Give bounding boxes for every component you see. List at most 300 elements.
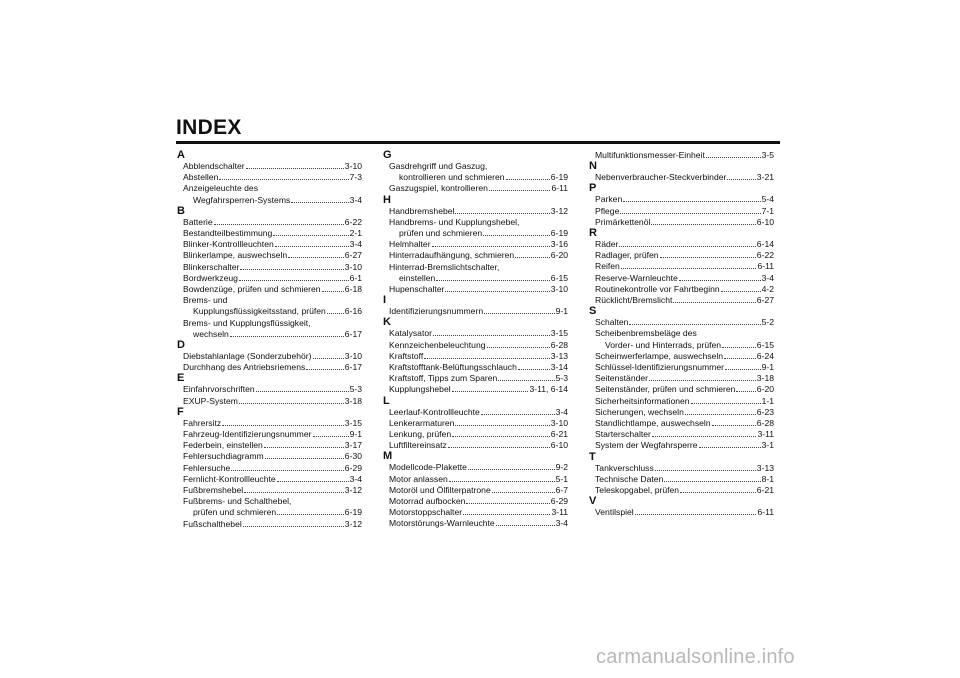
index-entry — [177, 451, 362, 462]
entry-text: Sicherungen, wechseln — [595, 406, 684, 417]
dot-leader — [664, 474, 760, 482]
dot-leader — [455, 206, 549, 214]
dot-leader — [288, 250, 344, 258]
entry-text: Pflege — [595, 205, 620, 216]
page-reference: 6-17 — [344, 362, 362, 373]
entry-text: Kraftstofftank-Belüftungsschlauch — [389, 362, 517, 373]
page-reference: 3-10 — [344, 161, 362, 171]
entry-text: Modellcode-Plakette — [389, 462, 467, 473]
page-reference: 3-13 — [756, 462, 774, 473]
entry-text: prüfen und schmieren — [399, 228, 483, 239]
dot-leader — [722, 340, 756, 348]
index-entry — [589, 250, 774, 261]
section-letter: F — [177, 405, 184, 418]
index-entry — [383, 351, 568, 362]
page-reference: 9-1 — [349, 429, 362, 440]
page-reference: 3-21 — [756, 172, 774, 183]
index-entry — [177, 396, 362, 407]
entry-text: Fahrersitz — [183, 417, 222, 428]
page-reference: 3-11 — [757, 429, 774, 440]
page-reference: 3-12 — [344, 485, 362, 496]
entry-text: Gasdrehgriff und Gaszug, — [389, 161, 488, 171]
index-entry — [589, 463, 774, 474]
dot-leader — [489, 183, 551, 191]
entry-text: Motoröl und Ölfilterpatrone — [389, 484, 491, 495]
dot-leader — [239, 273, 349, 281]
section-letter: S — [589, 305, 597, 318]
page-reference: 6-22 — [756, 250, 774, 261]
index-entry — [383, 485, 568, 496]
entry-text: Kupplungsflüssigkeitsstand, prüfen — [193, 306, 326, 317]
dot-leader — [463, 507, 550, 515]
dot-leader — [313, 429, 349, 437]
page-reference: 5-3 — [349, 384, 362, 395]
entry-text: Kupplungshebel — [389, 384, 451, 395]
page-reference: 6-19 — [550, 172, 568, 183]
entry-text: Fußbremshebel — [183, 485, 244, 496]
dot-leader — [727, 172, 755, 180]
index-entry — [589, 284, 774, 295]
page-reference: 6-22 — [344, 216, 362, 227]
section-letter: D — [177, 339, 185, 352]
entry-text: Fernlicht-Kontrollleuchte — [183, 473, 276, 484]
index-entry — [383, 362, 568, 373]
entry-text: Reifen — [595, 261, 620, 272]
index-entry — [177, 496, 362, 518]
dot-leader — [699, 440, 761, 448]
page-reference: 6-28 — [550, 339, 568, 350]
dot-leader — [246, 161, 344, 169]
entry-text: Motor anlassen — [389, 473, 448, 484]
index-entry — [177, 273, 362, 284]
entry-text: Kennzeichenbeleuchtung — [389, 339, 486, 350]
entry-text: Fußbrems- und Schalthebel, — [183, 496, 292, 507]
index-entry — [589, 351, 774, 362]
index-entry — [383, 496, 568, 507]
index-entry — [383, 418, 568, 429]
entry-text: Teleskopgabel, prüfen — [595, 485, 680, 496]
entry-text: Schlüssel-Identifizierungsnummer — [595, 362, 724, 373]
dot-leader — [265, 451, 344, 459]
page-reference: 7-3 — [349, 172, 362, 183]
page-reference: 3-10 — [344, 351, 362, 362]
section-letter: M — [383, 450, 393, 463]
dot-leader — [432, 239, 550, 247]
page-reference: 3-12 — [344, 518, 362, 529]
dot-leader — [483, 228, 550, 236]
page-reference: 6-11 — [757, 261, 774, 272]
entry-text: Fußschalthebel — [183, 518, 242, 529]
entry-text: Kraftstoff, Tipps zum Sparen — [389, 373, 498, 384]
dot-leader — [230, 329, 344, 337]
dot-leader — [243, 519, 344, 527]
page-reference: 2-1 — [349, 228, 362, 239]
dot-leader — [244, 485, 344, 493]
page-reference: 6-19 — [344, 507, 362, 518]
section-letter: A — [177, 149, 185, 161]
dot-leader — [691, 396, 761, 404]
page-reference: 9-2 — [555, 462, 568, 473]
section-letter: K — [383, 316, 391, 329]
section-letter: E — [177, 372, 185, 385]
page-reference: 5-1 — [555, 473, 568, 484]
entry-text: Helmhalter — [389, 239, 431, 250]
entry-text: Standlichtlampe, auswechseln — [595, 418, 711, 429]
entry-text: Seitenständer — [595, 373, 649, 384]
page-reference: 6-21 — [550, 429, 568, 440]
dot-leader — [277, 507, 344, 515]
dot-leader — [239, 396, 344, 404]
watermark: carmanualsonline.info — [596, 646, 795, 668]
page-reference: 6-29 — [344, 462, 362, 473]
index-entry — [589, 206, 774, 217]
page-reference: 6-17 — [344, 328, 362, 339]
page-reference: 3-15 — [550, 328, 568, 339]
dot-leader — [712, 418, 756, 426]
index-entry — [383, 518, 568, 529]
index-entry — [589, 239, 774, 250]
page-reference: 6-23 — [756, 406, 774, 417]
dot-leader — [222, 418, 344, 426]
dot-leader — [240, 262, 343, 270]
page-reference: 6-11 — [757, 507, 774, 518]
dot-leader — [277, 474, 349, 482]
dot-leader — [619, 239, 755, 247]
index-column-2 — [383, 150, 568, 530]
entry-text: Fahrzeug-Identifizierungsnummer — [183, 429, 312, 440]
index-entry — [177, 384, 362, 395]
dot-leader — [649, 373, 756, 381]
dot-leader — [291, 195, 348, 203]
entry-text: Katalysator — [389, 328, 432, 339]
dot-leader — [484, 306, 554, 314]
entry-text: Abstellen — [183, 172, 219, 183]
entry-text: Schalten — [595, 317, 629, 328]
index-entry — [177, 318, 362, 340]
index-entry — [177, 429, 362, 440]
index-entry — [589, 373, 774, 384]
page-reference: 3-15 — [344, 417, 362, 428]
index-entry — [383, 373, 568, 384]
index-title: INDEX — [176, 116, 242, 139]
dot-leader — [652, 429, 757, 437]
index-entry — [383, 440, 568, 451]
page-reference: 6-16 — [344, 306, 362, 317]
index-entry — [383, 328, 568, 339]
dot-leader — [455, 418, 549, 426]
page-reference: 6-7 — [555, 484, 568, 495]
dot-leader — [620, 206, 760, 214]
entry-text: Ventilspiel — [595, 507, 634, 518]
page-reference: 6-29 — [550, 496, 568, 507]
entry-text: Handbrems- und Kupplungshebel, — [389, 216, 520, 227]
entry-text: EXUP-System — [183, 395, 238, 406]
index-entry — [383, 306, 568, 317]
page-reference: 3-4 — [349, 239, 362, 250]
page-reference: 3-14 — [550, 362, 568, 373]
index-entry — [177, 284, 362, 295]
dot-leader — [231, 463, 344, 471]
index-entry — [383, 183, 568, 194]
index-entry — [177, 172, 362, 183]
index-entry — [383, 239, 568, 250]
dot-leader — [496, 518, 555, 526]
index-entry — [589, 172, 774, 183]
page-reference: 3-4 — [349, 473, 362, 484]
entry-text: Durchhang des Antriebsriemens — [183, 362, 306, 373]
page-reference: 3-18 — [344, 395, 362, 406]
page-reference: 6-21 — [756, 485, 774, 496]
page-reference: 3-4 — [349, 194, 362, 205]
page-reference: 6-10 — [550, 440, 568, 451]
dot-leader — [273, 228, 348, 236]
page-reference: 6-10 — [756, 216, 774, 227]
entry-text: Nebenverbraucher-Steckverbinder — [595, 172, 727, 183]
index-entry — [589, 440, 774, 451]
dot-leader — [214, 217, 344, 225]
entry-text: Blinkerlampe, auswechseln — [183, 250, 288, 261]
page-reference: 1-1 — [761, 395, 774, 406]
dot-leader — [481, 407, 555, 415]
index-entry — [383, 161, 568, 183]
index-entry — [383, 474, 568, 485]
page-reference: 6-27 — [756, 295, 774, 306]
index-entry — [177, 440, 362, 451]
dot-leader — [313, 351, 344, 359]
index-entry — [383, 507, 568, 518]
entry-text: Technische Daten — [595, 473, 664, 484]
page-reference: 3-4 — [761, 272, 774, 283]
dot-leader — [219, 172, 348, 180]
entry-text: Scheibenbremsbeläge des — [595, 328, 697, 339]
entry-text: Lenkerarmaturen — [389, 417, 455, 428]
index-entry — [177, 228, 362, 239]
entry-text: Parken — [595, 194, 623, 205]
entry-text: Fehlersuche — [183, 462, 231, 473]
index-entry — [177, 161, 362, 172]
page-reference: 4-2 — [761, 283, 774, 294]
index-entry — [589, 474, 774, 485]
index-entry — [589, 396, 774, 407]
entry-text: Brems- und Kupplungsflüssigkeit, — [183, 317, 311, 328]
dot-leader — [306, 362, 344, 370]
entry-text: Gaszugspiel, kontrollieren — [389, 183, 488, 194]
dot-leader — [724, 351, 756, 359]
entry-text: Blinker-Kontrollleuchten — [183, 239, 274, 250]
entry-text: Reserve-Warnleuchte — [595, 272, 678, 283]
dot-leader — [436, 273, 549, 281]
page-reference: 3-11, 6-14 — [529, 384, 568, 395]
dot-leader — [275, 239, 349, 247]
section-letter: B — [177, 204, 185, 217]
dot-leader — [452, 384, 529, 392]
page-reference: 7-1 — [761, 205, 774, 216]
page-reference: 6-19 — [550, 228, 568, 239]
entry-text: Brems- und — [183, 295, 228, 306]
section-letter: N — [589, 160, 597, 173]
index-entry — [589, 507, 774, 518]
page-reference: 3-4 — [555, 406, 568, 417]
dot-leader — [621, 261, 757, 269]
dot-leader — [679, 273, 761, 281]
entry-text: Primärkettenöl — [595, 216, 651, 227]
entry-text: Hinterrad-Bremslichtschalter, — [389, 261, 500, 272]
page-reference: 3-13 — [550, 350, 568, 361]
page-reference: 3-12 — [550, 205, 568, 216]
index-entry — [177, 295, 362, 317]
index-entry — [383, 250, 568, 261]
page-reference: 6-27 — [344, 250, 362, 261]
page-reference: 3-4 — [555, 518, 568, 529]
entry-text: System der Wegfahrsperre — [595, 440, 698, 451]
index-entry — [589, 261, 774, 272]
index-entry — [383, 217, 568, 239]
entry-text: Hupenschalter — [389, 284, 445, 295]
index-entry — [177, 183, 362, 205]
entry-text: Federbein, einstellen — [183, 440, 263, 451]
section-letter: H — [383, 193, 391, 206]
entry-text: Motorstörungs-Warnleuchte — [389, 518, 495, 529]
entry-text: Wegfahrsperren-Systems — [193, 194, 291, 205]
entry-text: Bestandteilbestimmung — [183, 228, 273, 239]
index-entry — [589, 194, 774, 205]
entry-text: Motorstoppschalter — [389, 507, 463, 518]
entry-text: prüfen und schmieren — [193, 507, 277, 518]
index-entry — [383, 384, 568, 395]
dot-leader — [635, 507, 757, 515]
page-reference: 3-10 — [550, 417, 568, 428]
dot-leader — [468, 462, 555, 470]
page-reference: 3-11 — [551, 507, 568, 518]
page-reference: 6-20 — [756, 384, 774, 395]
index-entry — [177, 485, 362, 496]
title-underline — [176, 141, 780, 144]
entry-text: Räder — [595, 239, 619, 250]
dot-leader — [327, 306, 344, 314]
page-reference: 6-18 — [344, 284, 362, 295]
dot-leader — [466, 496, 549, 504]
page-reference: 6-15 — [550, 272, 568, 283]
dot-leader — [629, 317, 760, 325]
entry-text: Einfahrvorschriften — [183, 384, 255, 395]
dot-leader — [725, 362, 761, 370]
entry-text: Diebstahlanlage (Sonderzubehör) — [183, 351, 312, 362]
page-reference: 3-10 — [344, 261, 362, 272]
index-column-1 — [177, 150, 362, 530]
index-entry — [177, 519, 362, 530]
section-letter: L — [383, 394, 390, 407]
page-reference: 6-20 — [550, 250, 568, 261]
index-entry — [177, 217, 362, 228]
index-entry — [177, 362, 362, 373]
entry-text: Motorrad aufbocken — [389, 496, 466, 507]
index-entry — [589, 384, 774, 395]
entry-text: Routinekontrolle vor Fahrtbeginn — [595, 283, 720, 294]
section-letter: V — [589, 495, 597, 508]
dot-leader — [655, 463, 756, 471]
index-entry — [177, 262, 362, 273]
section-letter: I — [383, 294, 387, 307]
section-letter: T — [589, 450, 596, 463]
index-entry — [589, 429, 774, 440]
entry-text: Vorder- und Hinterrads, prüfen — [605, 339, 722, 350]
page-reference: 3-5 — [761, 150, 774, 160]
dot-leader — [433, 328, 550, 336]
entry-text: Hinterradaufhängung, schmieren — [389, 250, 515, 261]
index-entry — [589, 328, 774, 350]
index-entry — [383, 206, 568, 217]
entry-text: Tankverschluss — [595, 462, 654, 473]
dot-leader — [322, 284, 344, 292]
page-reference: 6-14 — [756, 239, 774, 250]
dot-leader — [515, 250, 550, 258]
index-entry — [177, 351, 362, 362]
page-reference: 3-18 — [756, 373, 774, 384]
dot-leader — [685, 407, 756, 415]
dot-leader — [424, 351, 550, 359]
section-letter: P — [589, 182, 597, 195]
section-letter: G — [383, 149, 392, 161]
entry-text: Bordwerkzeug — [183, 272, 238, 283]
entry-text: Abblendschalter — [183, 161, 245, 171]
entry-text: Fehlersuchdiagramm — [183, 451, 264, 462]
entry-text: Leerlauf-Kontrollleuchte — [389, 406, 480, 417]
entry-text: Scheinwerferlampe, auswechseln — [595, 350, 724, 361]
dot-leader — [492, 485, 555, 493]
page-reference: 3-10 — [550, 284, 568, 295]
index-entry — [177, 239, 362, 250]
dot-leader — [487, 340, 550, 348]
entry-text: Rücklicht/Bremslicht — [595, 295, 673, 306]
dot-leader — [449, 474, 555, 482]
page-reference: 5-2 — [761, 317, 774, 328]
page-reference: 8-1 — [761, 473, 774, 484]
entry-text: Anzeigeleuchte des — [183, 183, 259, 194]
index-entry — [589, 418, 774, 429]
index-entry — [383, 462, 568, 473]
index-entry — [383, 284, 568, 295]
section-letter: R — [589, 227, 597, 240]
dot-leader — [721, 284, 761, 292]
page-reference: 6-11 — [551, 183, 568, 194]
index-entry — [383, 340, 568, 351]
index-entry — [589, 407, 774, 418]
index-entry — [177, 463, 362, 474]
page-reference: 3-1 — [761, 440, 774, 451]
index-entry — [383, 429, 568, 440]
index-entry — [589, 217, 774, 228]
dot-leader — [673, 295, 755, 303]
index-column-3 — [589, 150, 774, 518]
dot-leader — [264, 440, 344, 448]
page-reference: 6-28 — [756, 418, 774, 429]
dot-leader — [518, 362, 550, 370]
entry-text: Blinkerschalter — [183, 261, 240, 272]
dot-leader — [498, 373, 554, 381]
page-reference: 6-15 — [756, 339, 774, 350]
index-entry — [589, 273, 774, 284]
page-reference: 3-17 — [344, 440, 362, 451]
index-entry — [177, 250, 362, 261]
dot-leader — [452, 429, 550, 437]
page-reference: 5-3 — [555, 373, 568, 384]
index-entry — [589, 150, 774, 161]
entry-text: Batterie — [183, 216, 213, 227]
entry-text: Handbremshebel — [389, 205, 455, 216]
entry-text: Lenkung, prüfen — [389, 429, 452, 440]
dot-leader — [680, 485, 756, 493]
entry-text: Multifunktionsmesser-Einheit — [595, 150, 705, 160]
